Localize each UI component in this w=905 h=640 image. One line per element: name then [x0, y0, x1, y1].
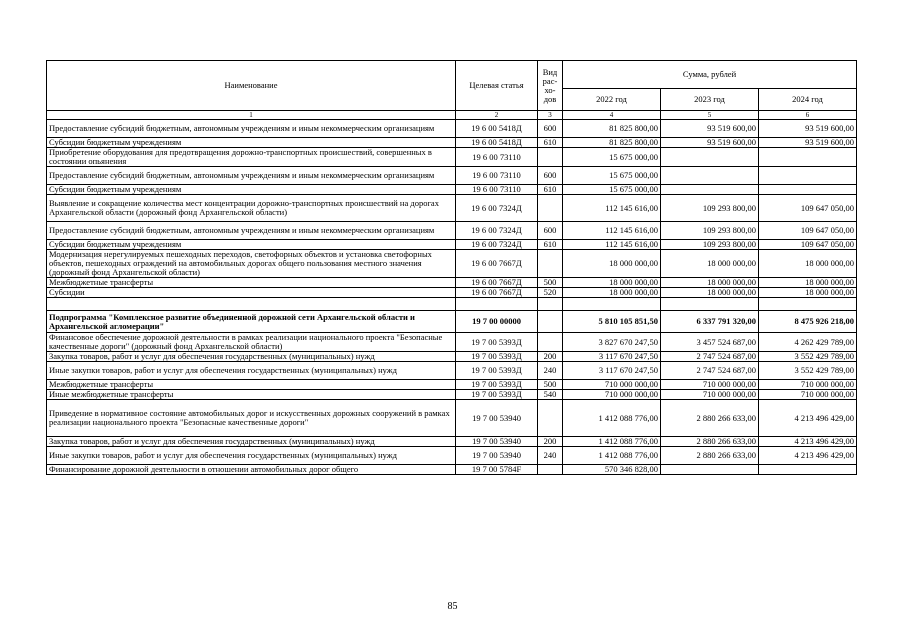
table-row [47, 185, 857, 195]
row-sum-2022: 1 412 088 776,00 [563, 447, 661, 465]
row-expense-kind [538, 298, 563, 311]
row-sum-2022: 3 117 670 247,50 [563, 352, 661, 362]
row-sum-2023: 2 880 266 633,00 [661, 437, 759, 447]
row-name: Приобретение оборудования для предотвращения дорожно-транспортных происшествий, совершенных в состоянии опьянения [47, 148, 456, 167]
row-sum-2024: 109 647 050,00 [759, 195, 857, 222]
row-sum-2022 [563, 298, 661, 311]
row-sum-2023 [661, 148, 759, 167]
row-sum-2023: 2 880 266 633,00 [661, 400, 759, 437]
row-expense-kind: 600 [538, 167, 563, 185]
row-sum-2022: 112 145 616,00 [563, 222, 661, 240]
header-year-2022: 2022 год [563, 89, 661, 111]
header-sum: Сумма, рублей [563, 61, 857, 89]
row-target-article: 19 6 00 7324Д [456, 222, 538, 240]
row-sum-2023 [661, 465, 759, 475]
page-number: 85 [447, 601, 458, 612]
row-sum-2024: 18 000 000,00 [759, 250, 857, 278]
row-sum-2024: 4 262 429 789,00 [759, 333, 857, 352]
row-sum-2022: 81 825 800,00 [563, 120, 661, 138]
column-number: 3 [538, 111, 563, 120]
row-target-article: 19 6 00 7667Д [456, 250, 538, 278]
table-row [47, 390, 857, 400]
table-row [47, 298, 857, 311]
row-name: Закупка товаров, работ и услуг для обеспечения государственных (муниципальных) нужд [47, 352, 456, 362]
row-expense-kind: 240 [538, 447, 563, 465]
row-sum-2023: 93 519 600,00 [661, 138, 759, 148]
row-expense-kind: 610 [538, 185, 563, 195]
budget-table [46, 60, 857, 475]
row-sum-2024: 8 475 926 218,00 [759, 311, 857, 333]
row-name: Модернизация нерегулируемых пешеходных переходов, светофорных объектов и установка светофорных объектов, пешеходных ограждений на автомобильных дорогах общего пользования местного значения (дорожный фонд Архангельской области) [47, 250, 456, 278]
row-name: Предоставление субсидий бюджетным, автономным учреждениям и иным некоммерческим организациям [47, 120, 456, 138]
row-sum-2022: 15 675 000,00 [563, 148, 661, 167]
row-target-article: 19 7 00 5393Д [456, 390, 538, 400]
row-sum-2022: 18 000 000,00 [563, 278, 661, 288]
row-name: Подпрограмма "Комплексное развитие объединенной дорожной сети Архангельской области и Архангельской агломерации" [47, 311, 456, 333]
row-expense-kind: 200 [538, 437, 563, 447]
row-target-article: 19 6 00 7324Д [456, 240, 538, 250]
row-name: Иные закупки товаров, работ и услуг для обеспечения государственных (муниципальных) нужд [47, 447, 456, 465]
table-row [47, 167, 857, 185]
table-row [47, 447, 857, 465]
row-name: Межбюджетные трансферты [47, 278, 456, 288]
row-expense-kind: 540 [538, 390, 563, 400]
row-name: Выявление и сокращение количества мест концентрации дорожно-транспортных происшествий на дорогах Архангельской области (дорожный фонд Архангельской области) [47, 195, 456, 222]
row-sum-2023: 710 000 000,00 [661, 390, 759, 400]
table-row [47, 120, 857, 138]
column-number: 4 [563, 111, 661, 120]
row-sum-2024: 4 213 496 429,00 [759, 437, 857, 447]
row-target-article: 19 7 00 5393Д [456, 380, 538, 390]
row-target-article: 19 7 00 5393Д [456, 362, 538, 380]
row-expense-kind [538, 333, 563, 352]
row-name: Субсидии [47, 288, 456, 298]
row-sum-2022: 18 000 000,00 [563, 250, 661, 278]
column-number: 5 [661, 111, 759, 120]
row-sum-2023: 2 747 524 687,00 [661, 352, 759, 362]
table-body [47, 120, 857, 475]
row-sum-2023 [661, 298, 759, 311]
table-row [47, 333, 857, 352]
row-name: Субсидии бюджетным учреждениям [47, 185, 456, 195]
row-sum-2022: 15 675 000,00 [563, 167, 661, 185]
row-target-article: 19 7 00 53940 [456, 400, 538, 437]
row-sum-2024: 710 000 000,00 [759, 390, 857, 400]
row-sum-2022: 570 346 828,00 [563, 465, 661, 475]
row-target-article [456, 298, 538, 311]
row-sum-2023: 109 293 800,00 [661, 195, 759, 222]
row-expense-kind [538, 311, 563, 333]
row-expense-kind [538, 250, 563, 278]
row-name: Субсидии бюджетным учреждениям [47, 240, 456, 250]
row-name: Иные закупки товаров, работ и услуг для обеспечения государственных (муниципальных) нужд [47, 362, 456, 380]
table-row [47, 138, 857, 148]
table-row [47, 380, 857, 390]
row-sum-2024: 18 000 000,00 [759, 288, 857, 298]
row-sum-2022: 112 145 616,00 [563, 195, 661, 222]
row-name: Закупка товаров, работ и услуг для обеспечения государственных (муниципальных) нужд [47, 437, 456, 447]
row-name [47, 298, 456, 311]
row-expense-kind [538, 400, 563, 437]
row-expense-kind: 200 [538, 352, 563, 362]
row-sum-2023: 109 293 800,00 [661, 240, 759, 250]
row-name: Финансовое обеспечение дорожной деятельности в рамках реализации национального проекта "Безопасные качественные дороги" (дорожный фонд Архангельской области) [47, 333, 456, 352]
table-row [47, 222, 857, 240]
header-year-2024: 2024 год [759, 89, 857, 111]
row-sum-2023 [661, 167, 759, 185]
table-row [47, 362, 857, 380]
row-expense-kind [538, 148, 563, 167]
row-sum-2024: 18 000 000,00 [759, 278, 857, 288]
table-row [47, 278, 857, 288]
row-target-article: 19 6 00 73110 [456, 185, 538, 195]
row-target-article: 19 6 00 7667Д [456, 278, 538, 288]
row-expense-kind: 610 [538, 240, 563, 250]
row-sum-2024: 3 552 429 789,00 [759, 352, 857, 362]
row-sum-2024: 109 647 050,00 [759, 240, 857, 250]
row-expense-kind [538, 195, 563, 222]
header-name: Наименование [47, 61, 456, 111]
table-row [47, 437, 857, 447]
row-sum-2024 [759, 465, 857, 475]
row-target-article: 19 7 00 5393Д [456, 352, 538, 362]
row-target-article: 19 7 00 5393Д [456, 333, 538, 352]
row-target-article: 19 6 00 73110 [456, 148, 538, 167]
table-row [47, 311, 857, 333]
row-sum-2024 [759, 167, 857, 185]
row-sum-2023: 18 000 000,00 [661, 250, 759, 278]
table-row [47, 288, 857, 298]
row-name: Предоставление субсидий бюджетным, автономным учреждениям и иным некоммерческим организациям [47, 167, 456, 185]
row-target-article: 19 7 00 53940 [456, 437, 538, 447]
table-row [47, 240, 857, 250]
row-sum-2023: 6 337 791 320,00 [661, 311, 759, 333]
row-name: Приведение в нормативное состояние автомобильных дорог и искусственных дорожных сооружений в рамках реализации национального проекта "Безопасные качественные дороги" [47, 400, 456, 437]
row-target-article: 19 7 00 00000 [456, 311, 538, 333]
row-sum-2022: 112 145 616,00 [563, 240, 661, 250]
header-year-2023: 2023 год [661, 89, 759, 111]
row-expense-kind: 500 [538, 380, 563, 390]
row-name: Межбюджетные трансферты [47, 380, 456, 390]
row-sum-2023: 3 457 524 687,00 [661, 333, 759, 352]
row-sum-2024 [759, 185, 857, 195]
column-number: 2 [456, 111, 538, 120]
row-target-article: 19 6 00 5418Д [456, 120, 538, 138]
table-row [47, 195, 857, 222]
column-number: 1 [47, 111, 456, 120]
row-expense-kind: 600 [538, 120, 563, 138]
header-expense-kind: Вид рас-хо-дов [538, 61, 563, 111]
row-sum-2022: 5 810 105 851,50 [563, 311, 661, 333]
row-sum-2022: 3 827 670 247,50 [563, 333, 661, 352]
row-target-article: 19 6 00 7324Д [456, 195, 538, 222]
row-sum-2023: 109 293 800,00 [661, 222, 759, 240]
row-sum-2024: 710 000 000,00 [759, 380, 857, 390]
row-sum-2022: 710 000 000,00 [563, 380, 661, 390]
row-expense-kind [538, 465, 563, 475]
row-sum-2022: 81 825 800,00 [563, 138, 661, 148]
row-sum-2024: 3 552 429 789,00 [759, 362, 857, 380]
row-name: Финансирование дорожной деятельности в отношении автомобильных дорог общего [47, 465, 456, 475]
row-target-article: 19 6 00 5418Д [456, 138, 538, 148]
row-sum-2022: 3 117 670 247,50 [563, 362, 661, 380]
row-sum-2024: 4 213 496 429,00 [759, 447, 857, 465]
row-target-article: 19 6 00 7667Д [456, 288, 538, 298]
column-number: 6 [759, 111, 857, 120]
row-sum-2022: 1 412 088 776,00 [563, 400, 661, 437]
row-sum-2023: 710 000 000,00 [661, 380, 759, 390]
row-target-article: 19 7 00 53940 [456, 447, 538, 465]
table-row [47, 400, 857, 437]
row-expense-kind: 240 [538, 362, 563, 380]
row-sum-2024 [759, 148, 857, 167]
row-sum-2024 [759, 298, 857, 311]
row-sum-2023: 2 880 266 633,00 [661, 447, 759, 465]
row-expense-kind: 600 [538, 222, 563, 240]
row-expense-kind: 610 [538, 138, 563, 148]
header-target-article: Целевая статья [456, 61, 538, 111]
row-sum-2022: 1 412 088 776,00 [563, 437, 661, 447]
row-name: Предоставление субсидий бюджетным, автономным учреждениям и иным некоммерческим организациям [47, 222, 456, 240]
row-target-article: 19 7 00 5784F [456, 465, 538, 475]
row-sum-2023 [661, 185, 759, 195]
row-name: Субсидии бюджетным учреждениям [47, 138, 456, 148]
table-row [47, 250, 857, 278]
row-sum-2023: 18 000 000,00 [661, 288, 759, 298]
row-sum-2024: 93 519 600,00 [759, 138, 857, 148]
row-expense-kind: 500 [538, 278, 563, 288]
row-expense-kind: 520 [538, 288, 563, 298]
table-row [47, 148, 857, 167]
row-name: Иные межбюджетные трансферты [47, 390, 456, 400]
row-sum-2022: 18 000 000,00 [563, 288, 661, 298]
table-row [47, 465, 857, 475]
row-sum-2024: 4 213 496 429,00 [759, 400, 857, 437]
row-sum-2023: 2 747 524 687,00 [661, 362, 759, 380]
table-row [47, 352, 857, 362]
row-sum-2022: 15 675 000,00 [563, 185, 661, 195]
row-sum-2023: 18 000 000,00 [661, 278, 759, 288]
row-sum-2023: 93 519 600,00 [661, 120, 759, 138]
row-sum-2024: 109 647 050,00 [759, 222, 857, 240]
row-target-article: 19 6 00 73110 [456, 167, 538, 185]
row-sum-2022: 710 000 000,00 [563, 390, 661, 400]
row-sum-2024: 93 519 600,00 [759, 120, 857, 138]
